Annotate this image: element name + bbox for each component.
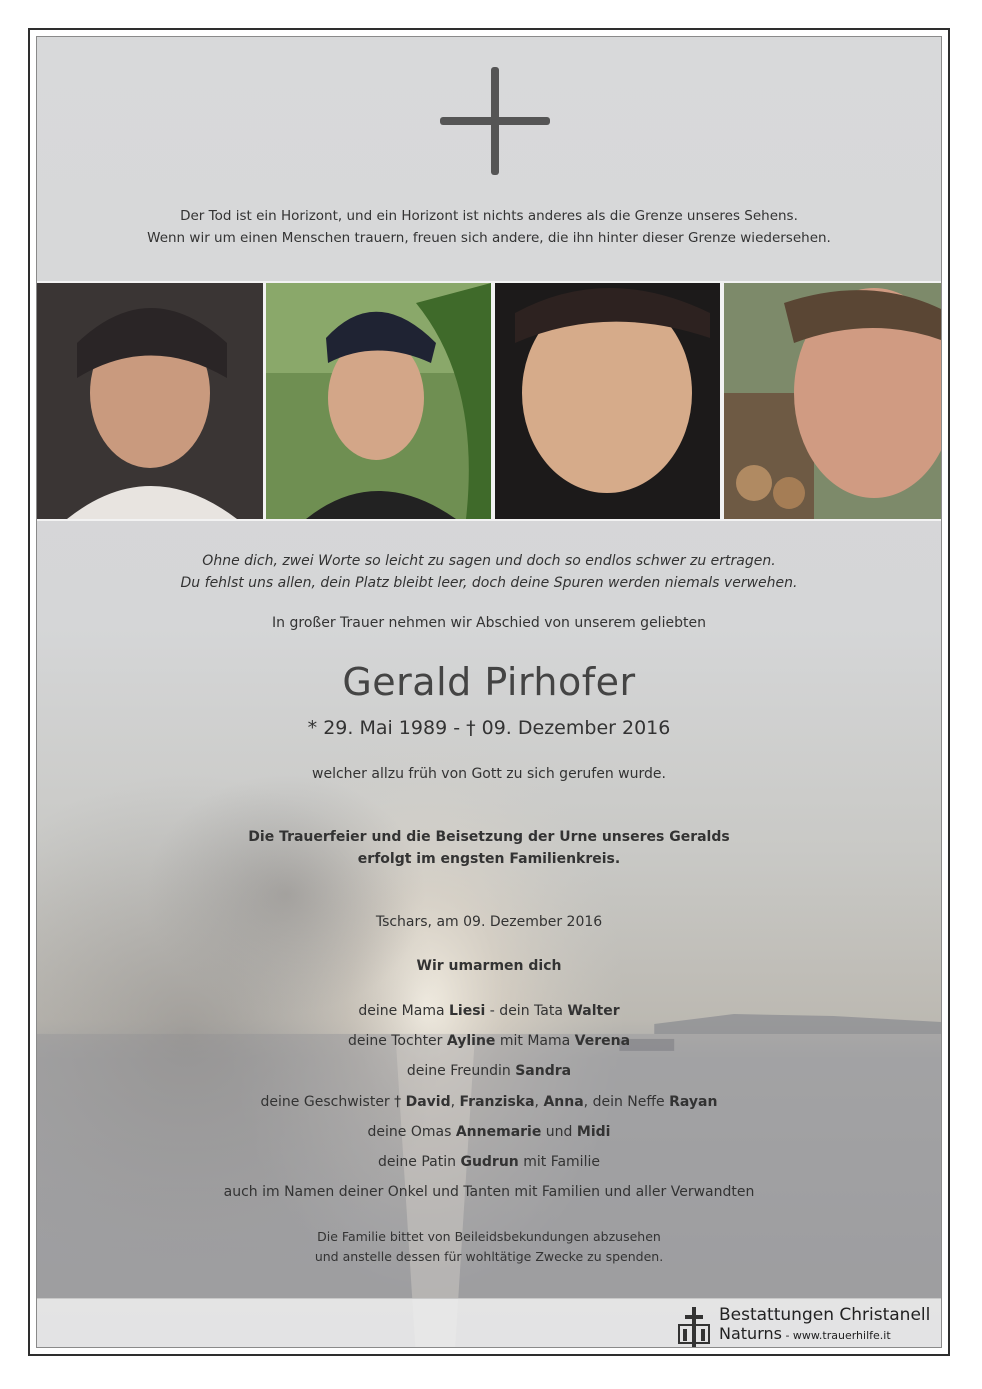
top-quote <box>37 205 941 249</box>
cross-icon <box>440 67 550 177</box>
embrace-heading: Wir umarmen dich <box>416 958 562 974</box>
photo-strip <box>37 281 941 521</box>
family-relation-text: und <box>541 1123 577 1140</box>
family-member-name: Gudrun <box>460 1154 519 1170</box>
family-member-name: Annemarie <box>455 1123 542 1140</box>
family-line <box>37 1154 941 1170</box>
top-quote-line-1: Der Tod ist ein Horizont, und ein Horizont ist nichts anderes als die Grenze unseres Sehens. <box>180 208 798 224</box>
family-relation-text: deine Omas <box>367 1123 456 1140</box>
family-relation-text: mit Mama <box>495 1033 575 1050</box>
funeral-notice-line-2: erfolgt im engsten Familienkreis. <box>357 851 621 867</box>
family-line <box>37 1184 941 1200</box>
family-line <box>37 1124 941 1140</box>
portrait-photo-2 <box>266 283 491 519</box>
obituary-frame <box>28 28 950 1356</box>
family-relation-text: deine Mama <box>358 1003 449 1019</box>
family-relation-text: , <box>534 1093 544 1110</box>
family-member-name: Midi <box>576 1123 611 1140</box>
family-line <box>37 1094 941 1110</box>
funeral-home-name: Bestattungen Christanell <box>719 1305 931 1325</box>
funeral-notice <box>37 826 941 870</box>
condolence-note-line-2: und anstelle dessen für wohltätige Zwecke zu spenden. <box>314 1249 664 1264</box>
footer-bar <box>37 1298 941 1347</box>
middle-quote-line-1: Ohne dich, zwei Worte so leicht zu sagen und doch so endlos schwer zu ertragen. <box>202 553 776 569</box>
family-line <box>37 1003 941 1019</box>
family-relation-text: mit Familie <box>518 1154 600 1170</box>
family-member-name: Verena <box>574 1033 631 1050</box>
family-member-name: David <box>405 1093 451 1110</box>
family-member-name: Anna <box>543 1093 584 1110</box>
family-member-name: Rayan <box>669 1093 718 1110</box>
middle-quote <box>37 550 941 594</box>
funeral-home-logo-icon <box>677 1307 711 1347</box>
family-relation-text: deine Patin <box>378 1154 461 1170</box>
top-quote-line-2: Wenn wir um einen Menschen trauern, freuen sich andere, die ihn hinter dieser Grenze wiedersehen. <box>147 230 831 246</box>
family-member-name: Sandra <box>515 1063 572 1080</box>
obituary-card <box>36 36 942 1348</box>
portrait-photo-4 <box>724 283 942 519</box>
family-line <box>37 1063 941 1079</box>
family-member-name: Liesi <box>449 1003 486 1019</box>
called-by-god-text: welcher allzu früh von Gott zu sich gerufen wurde. <box>312 766 666 782</box>
family-member-name: Franziska <box>459 1093 535 1110</box>
portrait-photo-1 <box>37 283 263 519</box>
family-relation-text: , dein Neffe <box>583 1093 670 1110</box>
family-member-name: Ayline <box>446 1033 496 1050</box>
condolence-note-line-1: Die Familie bittet von Beileidsbekundungen abzusehen <box>317 1229 661 1244</box>
deceased-name: Gerald Pirhofer <box>342 660 636 704</box>
place-and-date: Tschars, am 09. Dezember 2016 <box>375 914 603 930</box>
funeral-home-location <box>719 1324 891 1346</box>
family-relation-text: , <box>450 1093 460 1110</box>
funeral-home-town: Naturns <box>719 1324 782 1343</box>
middle-quote-line-2: Du fehlst uns allen, dein Platz bleibt leer, doch deine Spuren werden niemals verwehen. <box>180 575 798 591</box>
condolence-note <box>37 1227 941 1267</box>
family-relation-text: deine Geschwister † <box>260 1093 406 1110</box>
family-relation-text: auch im Namen deiner Onkel und Tanten mit Familien und aller Verwandten <box>223 1184 755 1201</box>
family-relation-text: deine Freundin <box>406 1063 516 1080</box>
family-relation-text: deine Tochter <box>347 1033 447 1050</box>
life-dates: * 29. Mai 1989 - † 09. Dezember 2016 <box>307 717 671 739</box>
portrait-photo-3 <box>495 283 720 519</box>
funeral-home-url[interactable]: - www.trauerhilfe.it <box>781 1329 891 1342</box>
funeral-notice-line-1: Die Trauerfeier und die Beisetzung der Urne unseres Geralds <box>248 829 730 845</box>
family-member-name: Walter <box>567 1003 620 1019</box>
family-line <box>37 1033 941 1049</box>
family-relation-text: - dein Tata <box>485 1003 568 1019</box>
intro-text: In großer Trauer nehmen wir Abschied von unserem geliebten <box>272 615 706 631</box>
